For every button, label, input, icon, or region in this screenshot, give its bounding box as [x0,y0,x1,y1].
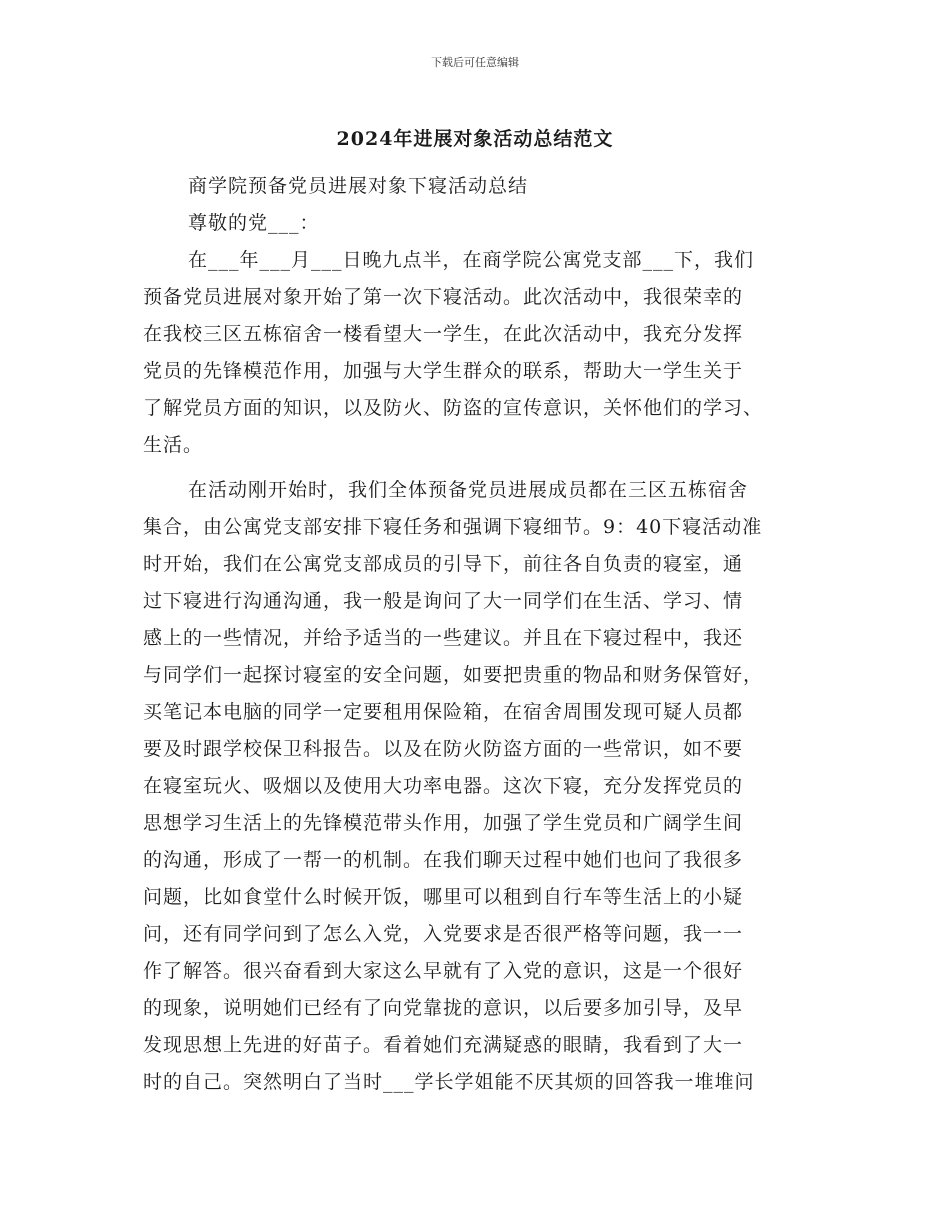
paragraph-2-line-9: 在寝室玩火、吸烟以及使用大功率电器。这次下寝，充分发挥党员的 [143,775,744,797]
header-note: 下载后可任意编辑 [431,56,519,69]
paragraph-1-line-3: 在我校三区五栋宿舍一楼看望大一学生，在此次活动中，我充分发挥 [143,323,744,345]
paragraph-2-line-8: 要及时跟学校保卫科报告。以及在防火防盗方面的一些常识，如不要 [143,738,744,760]
paragraph-2-line-16: 发现思想上先进的好苗子。看着她们充满疑惑的眼睛，我看到了大一 [143,1034,744,1056]
paragraph-1-line-6: 生活。 [143,434,204,456]
paragraph-1-line-5: 了解党员方面的知识，以及防火、防盗的宣传意识，关怀他们的学习、 [143,397,764,419]
paragraph-2-line-5: 感上的一些情况，并给予适当的一些建议。并且在下寝过程中，我还 [143,627,744,649]
paragraph-1-line-4: 党员的先锋模范作用，加强与大学生群众的联系，帮助大一学生关于 [143,360,744,382]
paragraph-2-line-4: 过下寝进行沟通沟通，我一般是询问了大一同学们在生活、学习、情 [143,590,744,612]
paragraph-2-line-12: 问题，比如食堂什么时候开饭，哪里可以租到自行车等生活上的小疑 [143,886,744,908]
paragraph-2-line-17: 时的自己。突然明白了当时___学长学姐能不厌其烦的回答我一堆堆问 [143,1071,755,1093]
paragraph-2-line-13: 问，还有同学问到了怎么入党，入党要求是否很严格等问题，我一一 [143,923,744,945]
paragraph-2-line-10: 思想学习生活上的先锋模范带头作用，加强了学生党员和广阔学生间 [143,812,744,834]
document-body [143,172,823,1105]
paragraph-1-line-2: 预备党员进展对象开始了第一次下寝活动。此次活动中，我很荣幸的 [143,286,744,308]
paragraph-2-line-6: 与同学们一起探讨寝室的安全问题，如要把贵重的物品和财务保管好， [143,664,764,686]
paragraph-2-line-2: 集合，由公寓党支部安排下寝任务和强调下寝细节。9：40下寝活动准 [143,516,763,538]
paragraph-2-line-3: 时开始，我们在公寓党支部成员的引导下，前往各自负责的寝室，通 [143,553,744,575]
salutation-line: 尊敬的党___： [188,212,320,234]
paragraph-2-line-15: 的现象，说明她们已经有了向党靠拢的意识，以后要多加引导，及早 [143,997,744,1019]
paragraph-2-line-1: 在活动刚开始时，我们全体预备党员进展成员都在三区五栋宿舍 [188,479,749,501]
paragraph-2-line-7: 买笔记本电脑的同学一定要租用保险箱，在宿舍周围发现可疑人员都 [143,701,744,723]
paragraph-1-line-1: 在___年___月___日晚九点半，在商学院公寓党支部___下，我们 [188,249,755,271]
document-title: 2024年进展对象活动总结范文 [336,128,614,150]
paragraph-2-line-11: 的沟通，形成了一帮一的机制。在我们聊天过程中她们也问了我很多 [143,849,744,871]
paragraph-2-line-14: 作了解答。很兴奋看到大家这么早就有了入党的意识，这是一个很好 [143,960,744,982]
subtitle-line: 商学院预备党员进展对象下寝活动总结 [188,175,529,197]
